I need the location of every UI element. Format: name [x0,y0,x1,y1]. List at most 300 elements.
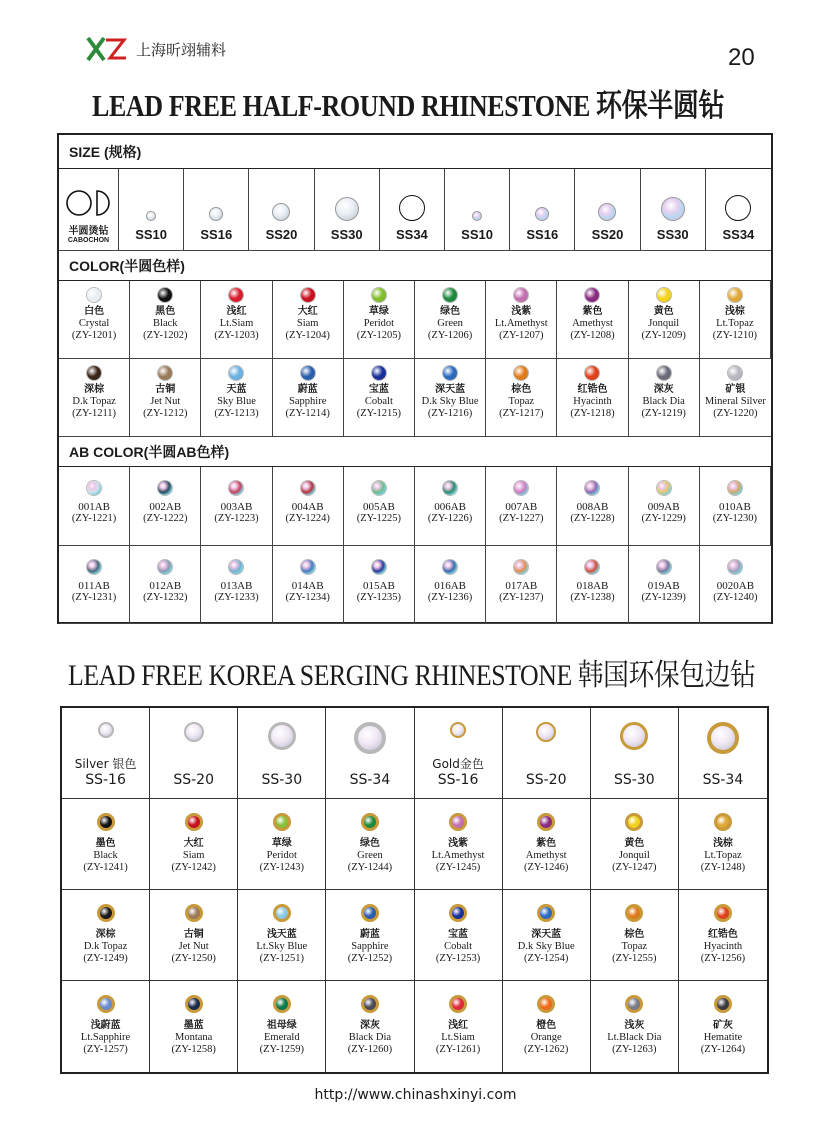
serging-color-cell [326,799,414,890]
color-swatch-cell [557,281,628,359]
ab-stone-swatch-icon [87,560,101,574]
serging-color-code: (ZY-1251) [259,953,304,964]
ab-swatch-cell [629,467,700,546]
ab-stone-swatch-icon [301,560,315,574]
size-header: SIZE (规格) [59,135,771,169]
size-label: SS34 [395,227,428,242]
serging-color-cn: 墨色 [95,838,116,849]
color-name-cn: 古铜 [155,384,176,395]
ab-color-code: (ZY-1230) [712,513,758,524]
ab-stone-swatch-icon [728,560,742,574]
color-name-en: Sapphire [289,396,327,407]
color-swatch-cell [273,281,344,359]
stone-swatch-icon [585,288,599,302]
serging-color-code: (ZY-1260) [347,1044,393,1055]
serging-color-cell [503,890,591,981]
serging-size-cell [679,708,767,799]
serging-color-cn: 棕色 [624,929,645,940]
color-name-cn: 蔚蓝 [297,384,318,395]
serging-color-code: (ZY-1249) [83,953,128,964]
stone-sample-icon [146,211,156,221]
size-cell [380,169,445,251]
stone-sample-icon [272,203,290,221]
size-label: SS30 [330,227,363,242]
korea-serging-sheet [60,706,769,1074]
serging-color-en: Hyacinth [703,941,743,952]
serging-color-en: Jet Nut [178,941,209,952]
serging-stone-icon [268,722,296,750]
serging-size-prefix: Silver 银色 [74,757,137,771]
serging-color-code: (ZY-1241) [83,862,128,873]
color-code: (ZY-1216) [427,408,473,419]
color-swatch-cell [201,281,272,359]
color-name-en: Lt.Topaz [716,318,754,329]
serging-color-cn: 深灰 [359,1020,380,1031]
serging-size-label: SS-16 [85,772,126,788]
ab-swatch-cell [344,467,415,546]
color-code: (ZY-1201) [71,330,117,341]
ab-color-name: 007AB [505,501,538,513]
ab-color-code: (ZY-1221) [71,513,117,524]
serging-swatch-icon [185,904,203,922]
serging-swatch-icon [537,995,555,1013]
color-swatch-cell [273,359,344,437]
serging-swatch-icon [273,995,291,1013]
ab-swatch-cell [273,467,344,546]
serging-color-code: (ZY-1252) [347,953,393,964]
serging-color-cell [679,981,767,1072]
size-cell [249,169,314,251]
ab-color-code: (ZY-1225) [356,513,402,524]
color-code: (ZY-1202) [143,330,188,341]
color-name-en: D.k Topaz [72,396,116,407]
serging-color-en: Lt.Sky Blue [256,941,308,952]
ab-color-code: (ZY-1238) [570,591,615,603]
stone-swatch-icon [514,288,528,302]
section1-title: LEAD FREE HALF-ROUND RHINESTONE 环保半圆钻 [92,88,725,123]
color-name-cn: 矿银 [725,384,746,395]
ab-color-name: 018AB [576,579,609,592]
serging-size-cell [326,708,414,799]
color-code: (ZY-1204) [285,330,330,341]
serging-size-cell [62,708,150,799]
color-code: (ZY-1205) [356,330,402,341]
serging-size-label: SS-20 [525,772,567,788]
ab-swatch-cell [557,546,628,625]
color-code: (ZY-1206) [427,330,473,341]
serging-color-cell [591,890,679,981]
serging-color-cn: 浅灰 [624,1020,645,1031]
ab-stone-swatch-icon [585,481,599,495]
serging-swatch-icon [185,813,203,831]
ab-header: AB COLOR(半圆AB色样) [59,437,771,467]
serging-color-en: D.k Sky Blue [517,941,575,952]
serging-color-cell [150,890,238,981]
stone-swatch-icon [301,366,315,380]
serging-color-cell [591,981,679,1072]
size-cell [119,169,184,251]
size-cell [641,169,706,251]
stone-swatch-icon [158,366,172,380]
stone-swatch-icon [657,366,671,380]
ab-stone-swatch-icon [514,481,528,495]
serging-color-code: (ZY-1242) [171,862,216,873]
color-name-cn: 棕色 [511,384,532,395]
serging-swatch-icon [361,813,379,831]
footer-url[interactable]: http://www.chinashxinyi.com [314,1087,517,1103]
stone-swatch-icon [728,366,742,380]
serging-color-cn: 浅蔚蓝 [90,1020,121,1031]
serging-color-cn: 蔚蓝 [359,929,380,940]
ab-color-code: (ZY-1240) [713,591,758,603]
serging-color-en: Orange [530,1032,562,1043]
color-name-en: Sky Blue [217,396,256,407]
serging-color-cell [503,799,591,890]
ab-color-name: 011AB [78,579,110,592]
serging-color-code: (ZY-1248) [700,862,746,873]
serging-swatch-icon [97,813,115,831]
color-name-cn: 浅红 [226,306,247,317]
serging-swatch-icon [185,995,203,1013]
serging-color-cell [150,981,238,1072]
color-code: (ZY-1214) [285,408,330,419]
stone-sample-icon [661,197,685,221]
ab-swatch-cell [629,546,700,625]
serging-stone-icon [450,722,466,738]
serging-color-code: (ZY-1262) [524,1044,569,1055]
color-swatch-cell [415,359,486,437]
color-code: (ZY-1219) [641,408,686,419]
color-name-en: D.k Sky Blue [421,396,479,407]
stone-swatch-icon [372,288,386,302]
stone-sample-icon [335,197,359,221]
serging-size-label: SS-16 [437,772,479,788]
serging-size-label: SS-34 [349,772,391,788]
color-name-en: Cobalt [364,396,393,407]
serging-color-code: (ZY-1261) [435,1044,481,1055]
serging-color-cn: 深天蓝 [531,929,562,940]
serging-color-cell [62,890,150,981]
serging-size-cell [415,708,503,799]
serging-size-label: SS-30 [261,772,303,788]
ab-color-name: 010AB [719,501,751,513]
color-name-en: Lt.Amethyst [494,318,548,329]
size-label: SS34 [722,227,755,242]
serging-color-cell [415,890,503,981]
ab-stone-swatch-icon [514,560,528,574]
stone-swatch-icon [87,366,101,380]
ab-color-code: (ZY-1236) [427,591,473,603]
serging-color-en: Lt.Siam [441,1032,475,1043]
color-name-cn: 深灰 [653,384,674,395]
color-name-en: Mineral Silver [704,396,766,407]
stone-swatch-icon [443,366,457,380]
serging-swatch-icon [361,904,379,922]
color-header: COLOR(半圆色样) [59,251,771,281]
ab-color-name: 015AB [363,579,395,592]
serging-color-cn: 浅天蓝 [266,929,297,940]
stone-sample-icon [725,195,751,221]
serging-color-en: Sapphire [351,941,389,952]
color-name-cn: 绿色 [440,306,461,317]
serging-color-cell [326,981,414,1072]
stone-sample-icon [472,211,482,221]
size-label: SS20 [591,227,624,242]
serging-swatch-icon [625,995,643,1013]
stone-swatch-icon [301,288,315,302]
half-round-sheet [57,133,773,624]
ab-stone-swatch-icon [657,560,671,574]
serging-color-en: Lt.Black Dia [607,1032,662,1043]
color-name-cn: 深天蓝 [435,384,466,395]
ab-swatch-cell [700,546,771,625]
ab-swatch-cell [130,546,201,625]
color-code: (ZY-1213) [214,408,259,419]
ab-color-code: (ZY-1223) [214,513,259,524]
serging-color-cell [238,890,326,981]
stone-swatch-icon [229,366,243,380]
color-name-cn: 浅棕 [724,306,745,317]
serging-color-cn: 浅红 [448,1020,469,1031]
color-swatch-cell [59,359,130,437]
color-code: (ZY-1210) [712,330,758,341]
serging-swatch-icon [449,904,467,922]
serging-stone-icon [536,722,556,742]
serging-color-cn: 大红 [183,838,204,849]
section2-title: LEAD FREE KOREA SERGING RHINESTONE 韩国环保包边钻 [68,659,756,692]
ab-color-code: (ZY-1227) [499,513,544,524]
ab-stone-swatch-icon [372,481,386,495]
serging-swatch-icon [714,813,732,831]
color-code: (ZY-1215) [356,408,402,419]
serging-size-cell [238,708,326,799]
color-swatch-cell [700,281,771,359]
size-cell [184,169,249,251]
serging-color-code: (ZY-1256) [700,953,746,964]
color-swatch-cell [629,359,700,437]
serging-color-code: (ZY-1258) [171,1044,216,1055]
serging-color-cell [503,981,591,1072]
stone-sample-icon [598,203,616,221]
serging-color-code: (ZY-1250) [171,953,216,964]
color-swatch-cell [130,281,201,359]
serging-color-cell [591,799,679,890]
cabochon-label-cn: 半圆烫钻 [68,226,109,237]
serging-color-code: (ZY-1255) [612,953,657,964]
ab-color-name: 016AB [434,579,466,592]
color-swatch-cell [344,281,415,359]
stone-swatch-icon [158,288,172,302]
color-name-en: Black Dia [642,396,685,407]
ab-swatch-cell [201,546,272,625]
ab-color-code: (ZY-1231) [71,591,117,603]
ab-color-name: 004AB [291,501,324,513]
serging-color-en: Black Dia [348,1032,392,1043]
color-grid [59,281,771,437]
serging-color-cn: 浅棕 [712,838,733,849]
serging-swatch-icon [97,995,115,1013]
serging-color-cn: 红锆色 [707,929,738,940]
color-code: (ZY-1209) [641,330,686,341]
size-row [59,169,771,251]
serging-color-en: Emerald [264,1032,300,1043]
color-swatch-cell [130,359,201,437]
color-code: (ZY-1218) [570,408,615,419]
ab-color-code: (ZY-1239) [641,591,686,603]
serging-color-cell [679,890,767,981]
serging-color-code: (ZY-1246) [524,862,569,873]
ab-color-name: 009AB [647,501,680,513]
serging-color-code: (ZY-1243) [259,862,304,873]
ab-color-name: 008AB [576,501,609,513]
serging-color-cn: 黄色 [624,838,645,849]
serging-color-code: (ZY-1263) [612,1044,657,1055]
ab-color-name: 005AB [363,501,395,513]
serging-stone-icon [620,722,648,750]
ab-stone-swatch-icon [728,481,742,495]
size-cell [510,169,575,251]
ab-color-name: 001AB [78,501,110,513]
color-code: (ZY-1208) [570,330,615,341]
serging-color-cell [415,799,503,890]
color-name-cn: 红锆色 [577,384,608,395]
color-name-en: Crystal [78,318,110,329]
ab-swatch-cell [415,546,486,625]
brand-logo [84,34,226,64]
color-code: (ZY-1220) [713,408,758,419]
size-label: SS10 [135,227,167,242]
ab-color-code: (ZY-1228) [570,513,615,524]
stone-swatch-icon [443,288,457,302]
ab-swatch-cell [130,467,201,546]
ab-stone-swatch-icon [372,560,386,574]
cabochon-shape-icon [64,188,114,218]
serging-color-cell [62,981,150,1072]
ab-color-name: 012AB [149,579,182,592]
color-swatch-cell [629,281,700,359]
stone-swatch-icon [728,288,742,302]
serging-color-en: Cobalt [444,941,473,952]
serging-size-cell [591,708,679,799]
size-label: SS16 [526,227,559,242]
ab-color-code: (ZY-1224) [285,513,330,524]
size-label: SS20 [265,227,298,242]
color-name-en: Jonquil [648,318,680,329]
serging-size-label: SS-34 [702,772,744,788]
serging-color-code: (ZY-1254) [524,953,569,964]
ab-color-code: (ZY-1233) [214,591,259,603]
ab-color-name: 019AB [647,579,680,592]
stone-swatch-icon [585,366,599,380]
color-name-en: Jet Nut [150,396,181,407]
ab-stone-swatch-icon [158,560,172,574]
ab-color-code: (ZY-1237) [499,591,544,603]
color-code: (ZY-1203) [214,330,259,341]
color-name-cn: 大红 [297,306,318,317]
ab-color-code: (ZY-1234) [285,591,330,603]
stone-swatch-icon [514,366,528,380]
serging-size-prefix: Gold金色 [432,757,484,771]
color-name-cn: 草绿 [368,306,389,317]
serging-color-cn: 矿灰 [712,1020,733,1031]
serging-color-en: Amethyst [525,850,567,861]
serging-color-cell [326,890,414,981]
color-swatch-cell [557,359,628,437]
ab-color-code: (ZY-1229) [641,513,686,524]
serging-swatch-icon [273,904,291,922]
color-name-cn: 紫色 [582,306,603,317]
serging-color-en: Green [357,850,383,861]
ab-color-code: (ZY-1222) [143,513,188,524]
color-name-en: Green [437,318,463,329]
serging-swatch-icon [449,995,467,1013]
cabochon-label-en: CABOCHON [67,237,110,244]
serging-color-cn: 浅紫 [448,838,469,849]
ab-color-name: 002AB [149,501,182,513]
ab-swatch-cell [201,467,272,546]
serging-color-en: Montana [175,1032,213,1043]
serging-swatch-icon [537,904,555,922]
ab-color-name: 013AB [220,579,253,592]
serging-stone-icon [354,722,386,754]
ab-swatch-cell [344,546,415,625]
color-swatch-cell [486,359,557,437]
serging-size-cell [503,708,591,799]
stone-swatch-icon [229,288,243,302]
serging-color-cn: 祖母绿 [266,1020,297,1031]
color-name-en: Amethyst [572,318,613,329]
ab-stone-swatch-icon [87,481,101,495]
serging-color-en: D.k Topaz [83,941,128,952]
color-code: (ZY-1207) [499,330,544,341]
color-name-en: Siam [296,318,319,329]
serging-color-cn: 墨蓝 [183,1020,204,1031]
ab-color-name: 003AB [220,501,253,513]
cabochon-cell [59,169,119,251]
serging-color-code: (ZY-1253) [435,953,481,964]
size-cell [706,169,771,251]
brand-name: 上海昕翊辅料 [136,40,227,59]
color-name-cn: 天蓝 [226,384,247,395]
serging-color-code: (ZY-1247) [612,862,657,873]
color-name-en: Hyacinth [573,396,612,407]
serging-color-en: Jonquil [618,850,650,861]
serging-color-cell [238,981,326,1072]
serging-color-cell [415,981,503,1072]
serging-color-en: Peridot [266,850,297,861]
ab-swatch-cell [59,467,130,546]
color-name-en: Lt.Siam [219,318,254,329]
ab-stone-swatch-icon [443,560,457,574]
serging-color-cell [62,799,150,890]
ab-swatch-cell [486,467,557,546]
size-cell [575,169,640,251]
color-swatch-cell [486,281,557,359]
stone-swatch-icon [657,288,671,302]
serging-color-en: Hematite [703,1032,743,1043]
size-cell [445,169,510,251]
color-name-cn: 浅紫 [511,306,532,317]
color-name-cn: 白色 [84,306,105,317]
serging-size-cell [150,708,238,799]
serging-swatch-icon [625,904,643,922]
ab-color-code: (ZY-1226) [427,513,473,524]
color-code: (ZY-1211) [72,408,117,419]
serging-color-en: Topaz [621,941,648,952]
ab-swatch-cell [700,467,771,546]
ab-color-code: (ZY-1232) [143,591,188,603]
serging-swatch-icon [714,904,732,922]
